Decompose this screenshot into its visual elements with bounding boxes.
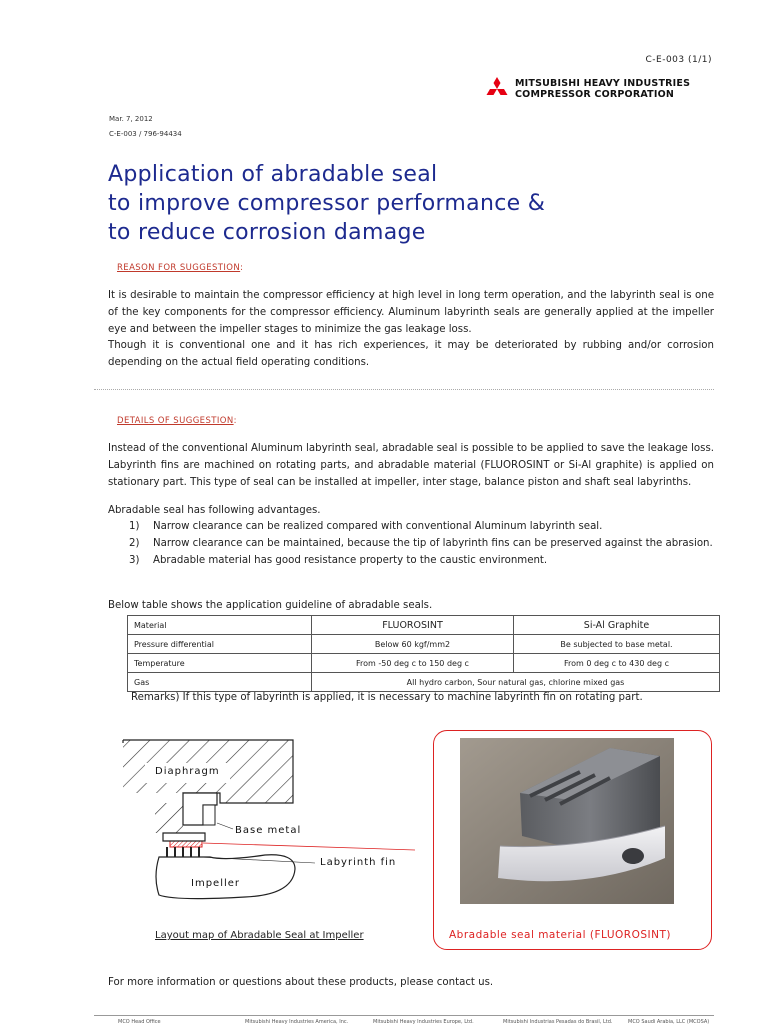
abradable-seal-photo: [460, 738, 674, 904]
table-cell: Pressure differential: [128, 635, 312, 654]
label-labyrinth-fin: Labyrinth fin: [320, 857, 397, 868]
remarks-text: Remarks) If this type of labyrinth is applied, it is necessary to machine labyrinth fin on rotating part.: [131, 692, 643, 703]
advantages-list: [108, 519, 714, 569]
application-guideline-table: [127, 615, 720, 692]
company-name-line2: COMPRESSOR CORPORATION: [515, 89, 674, 100]
company-name-line1: MITSUBISHI HEAVY INDUSTRIES: [515, 78, 691, 89]
footer-divider: [94, 1015, 714, 1016]
footer-office: Mitsubishi Heavy Industries Europe, Ltd.: [373, 1019, 474, 1024]
list-item: [108, 536, 714, 553]
details-heading: [117, 416, 237, 426]
table-cell: Be subjected to base metal.: [514, 635, 720, 654]
table-intro: Below table shows the application guideline of abradable seals.: [108, 600, 433, 611]
list-text: Abradable material has good resistance property to the caustic environment.: [153, 554, 548, 566]
photo-caption: Abradable seal material (FLUOROSINT): [449, 929, 671, 941]
layout-map-caption: Layout map of Abradable Seal at Impeller: [155, 930, 364, 941]
table-row: [128, 635, 720, 654]
list-text: Narrow clearance can be maintained, because the tip of labyrinth fins can be preserved against the abrasion.: [153, 537, 713, 549]
label-base-metal: Base metal: [235, 825, 302, 836]
section-divider: [94, 389, 714, 390]
reason-paragraph-1: It is desirable to maintain the compressor efficiency at high level in long term operation, and the labyrinth seal is one of the key components for the compressor efficiency. Aluminum labyrinth seals are generally applied at the impeller eye and between the impeller stages to minimize the gas leakage loss.: [108, 290, 714, 335]
advantages-intro: Abradable seal has following advantages.: [108, 505, 321, 516]
footer-office: MCO Saudi Arabia, LLC (MCOSA): [628, 1019, 710, 1024]
table-cell: From -50 deg c to 150 deg c: [312, 654, 514, 673]
document-date: Mar. 7, 2012: [109, 115, 153, 123]
contact-text: For more information or questions about these products, please contact us.: [108, 977, 494, 988]
three-diamonds-icon: [484, 76, 510, 102]
seal-layout-drawing: [115, 735, 415, 905]
reason-heading-text: REASON FOR SUGGESTION: [117, 263, 241, 273]
list-number: 2): [129, 537, 140, 549]
table-cell: Below 60 kgf/mm2: [312, 635, 514, 654]
document-code: C-E-003 (1/1): [645, 55, 712, 65]
title-line-1: Application of abradable seal: [108, 162, 438, 187]
footer-office: Mitsubishi Heavy Industries America, Inc.: [245, 1019, 349, 1024]
document-reference: C-E-003 / 796-94434: [109, 130, 182, 138]
table-header-cell: Material: [128, 616, 312, 635]
footer-office: MCO Head Office: [118, 1019, 161, 1024]
list-number: 1): [129, 521, 140, 532]
table-header-cell: Si-Al Graphite: [514, 616, 720, 635]
company-logo: [484, 74, 724, 104]
list-item: [108, 553, 714, 570]
footer-office: Mitsubishi Industrias Pesadas do Brasil, Ltd.: [503, 1019, 613, 1024]
table-header-cell: FLUOROSINT: [312, 616, 514, 635]
table-cell: All hydro carbon, Sour natural gas, chlorine mixed gas: [312, 673, 720, 692]
table-row: [128, 673, 720, 692]
page-title: [108, 160, 668, 247]
list-item: [108, 519, 714, 536]
reason-heading: [117, 263, 243, 273]
title-line-3: to reduce corrosion damage: [108, 220, 426, 245]
list-text: Narrow clearance can be realized compared with conventional Aluminum labyrinth seal.: [153, 521, 603, 532]
seal-layout-diagram: [115, 735, 415, 905]
details-heading-colon: :: [233, 416, 237, 426]
reason-heading-colon: :: [240, 263, 244, 273]
label-impeller: Impeller: [191, 878, 241, 889]
list-number: 3): [129, 554, 140, 566]
seal-material-image: [460, 738, 674, 904]
reason-paragraph-2: Though it is conventional one and it has rich experiences, it may be deteriorated by rubbing and/or corrosion depending on the actual field operating conditions.: [108, 340, 714, 368]
details-heading-text: DETAILS OF SUGGESTION: [117, 416, 234, 426]
table-cell: Gas: [128, 673, 312, 692]
label-diaphragm: Diaphragm: [155, 766, 220, 777]
table-cell: From 0 deg c to 430 deg c: [514, 654, 720, 673]
title-line-2: to improve compressor performance &: [108, 191, 546, 216]
details-paragraph-1: Instead of the conventional Aluminum labyrinth seal, abradable seal is possible to be applied to save the leakage loss. Labyrinth fins are machined on rotating parts, and abradable material (FLUOROSINT or Si-Al graphite) is applied on stationary part. This type of seal can be installed at impeller, inter stage, balance piston and shaft seal labyrinths.: [108, 443, 714, 488]
table-header-row: [128, 616, 720, 635]
table-row: [128, 654, 720, 673]
table-cell: Temperature: [128, 654, 312, 673]
